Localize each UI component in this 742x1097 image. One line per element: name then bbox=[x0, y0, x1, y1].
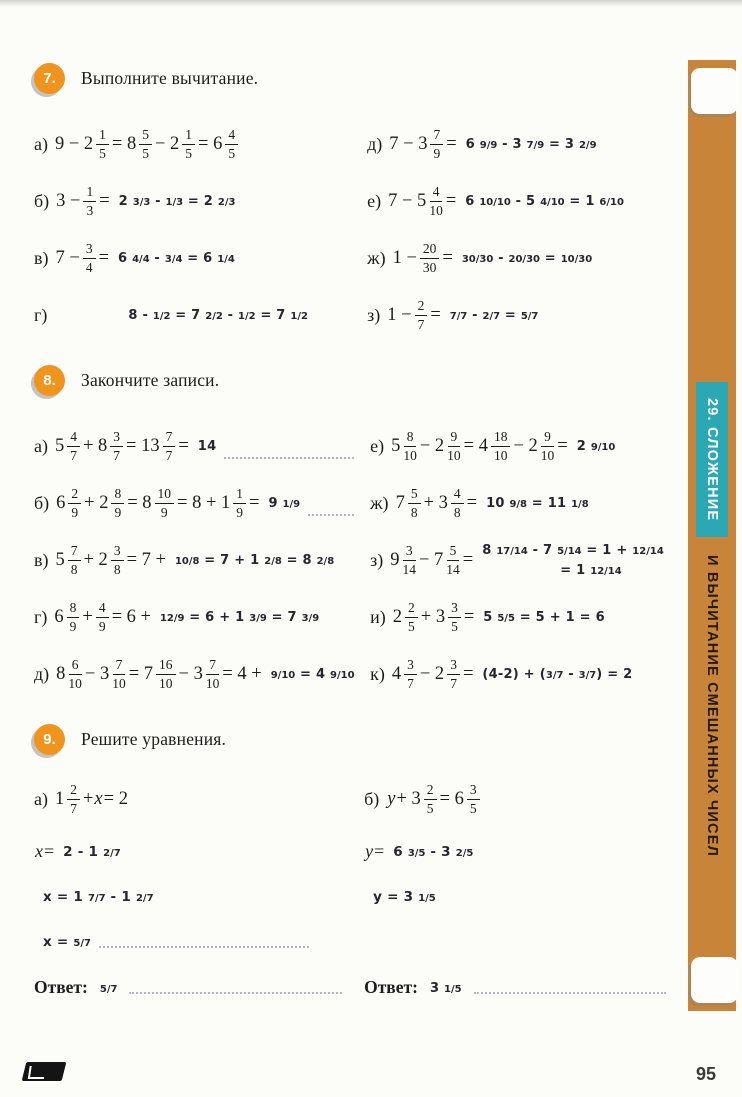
fraction: $\frac{5}{5}$ bbox=[139, 127, 152, 161]
solution-line bbox=[364, 829, 672, 874]
page-number: 95 bbox=[695, 1064, 716, 1084]
inline-fraction: 10/10 bbox=[479, 197, 511, 208]
inline-fraction: 7/7 bbox=[88, 892, 106, 904]
equation-block bbox=[34, 775, 348, 998]
inline-fraction: 17/14 bbox=[496, 546, 528, 557]
exercise-item bbox=[34, 116, 357, 173]
fraction: $\frac{1}{3}$ bbox=[83, 184, 96, 218]
inline-fraction: 7/7 bbox=[449, 311, 468, 322]
printed-expression: 4 $\frac{3}{7}$ − 2 $\frac{3}{7}$ = bbox=[391, 657, 474, 691]
item-label: б) bbox=[364, 788, 380, 809]
fraction: $\frac{3}{5}$ bbox=[448, 600, 461, 634]
fraction: $\frac{3}{7}$ bbox=[447, 657, 460, 691]
inline-fraction: 2/9 bbox=[578, 140, 597, 151]
printed-expression: 2 $\frac{2}{5}$ + 3 $\frac{3}{5}$ = bbox=[392, 600, 475, 634]
inline-fraction: 2/8 bbox=[316, 556, 335, 567]
printed-expression: 5 $\frac{8}{10}$ − 2 $\frac{9}{10}$ = 4 $\frac{18}{10}$ − 2 $\frac{9}{10}$ = bbox=[391, 429, 568, 463]
fraction: $\frac{4}{10}$ bbox=[429, 184, 443, 218]
item-label: и) bbox=[370, 607, 386, 627]
item-label: е) bbox=[370, 436, 385, 456]
exercise-item bbox=[34, 173, 357, 230]
inline-fraction: 12/9 bbox=[159, 613, 185, 624]
exercise-item bbox=[34, 287, 357, 344]
inline-fraction: 3/9 bbox=[249, 613, 267, 624]
exercise-item bbox=[367, 287, 672, 344]
exercise-column bbox=[370, 418, 672, 703]
fraction: $\frac{8}{9}$ bbox=[67, 600, 80, 634]
bookmark-tab-top-icon bbox=[691, 68, 738, 114]
exercise-column bbox=[34, 116, 357, 344]
handwritten-answer: 14 bbox=[197, 439, 217, 454]
inline-fraction: 1/9 bbox=[282, 499, 301, 510]
solution-work bbox=[364, 829, 672, 919]
workbook-page-content bbox=[34, 60, 672, 1016]
exercise-9 bbox=[34, 721, 672, 998]
inline-fraction: 30/30 bbox=[461, 254, 494, 265]
printed-expression: 7 − 3 $\frac{7}{9}$ = bbox=[389, 127, 457, 161]
exercise-item bbox=[367, 173, 672, 230]
inline-fraction: 7/9 bbox=[526, 140, 545, 151]
handwritten-line: = 1 12/14 bbox=[560, 562, 622, 578]
inline-fraction: 2/7 bbox=[482, 311, 501, 322]
exercise-item bbox=[370, 589, 672, 646]
inline-fraction: 3/7 bbox=[545, 670, 564, 681]
printed-expression: 5 $\frac{7}{8}$ + 2 $\frac{3}{8}$ = 7 + bbox=[55, 543, 166, 577]
handwritten-answer: (4-2) + (3/7 - 3/7) = 2 bbox=[482, 667, 633, 682]
inline-fraction: 2/7 bbox=[135, 892, 154, 904]
section-strip bbox=[688, 60, 736, 1011]
bookmark-tab-bottom-icon bbox=[691, 957, 738, 1003]
publisher-logo-icon bbox=[22, 1062, 67, 1081]
solution-work bbox=[34, 829, 348, 964]
inline-fraction: 1/5 bbox=[444, 984, 462, 995]
inline-fraction: 1/2 bbox=[152, 311, 171, 322]
item-label: е) bbox=[367, 191, 382, 211]
item-label: в) bbox=[34, 550, 49, 570]
fraction: $\frac{16}{10}$ bbox=[156, 657, 176, 691]
item-label: д) bbox=[34, 664, 50, 684]
handwritten-answer: 3 1/5 bbox=[429, 981, 462, 996]
printed-expression: 9 $\frac{3}{14}$ − 7 $\frac{5}{14}$ = bbox=[390, 543, 474, 577]
dotted-line bbox=[129, 991, 342, 994]
fraction: $\frac{1}{5}$ bbox=[96, 127, 109, 161]
inline-fraction: 3/4 bbox=[164, 254, 183, 265]
handwritten-answer: 12/9 = 6 + 1 3/9 = 7 3/9 bbox=[159, 610, 320, 625]
item-label: ж) bbox=[367, 248, 386, 268]
fraction: $\frac{2}{9}$ bbox=[68, 486, 81, 520]
printed-expression: 7 $\frac{5}{8}$ + 3 $\frac{4}{8}$ = bbox=[395, 486, 478, 520]
handwritten-answer: 5 5/5 = 5 + 1 = 6 bbox=[483, 610, 605, 625]
handwritten-answer: 9/10 = 4 9/10 bbox=[270, 667, 355, 682]
fraction: $\frac{9}{10}$ bbox=[447, 429, 461, 463]
exercise-item bbox=[34, 646, 360, 703]
inline-fraction: 5/14 bbox=[557, 546, 582, 557]
exercise-number-badge: 7. bbox=[34, 63, 65, 94]
exercise-column bbox=[367, 116, 672, 344]
exercise-7 bbox=[34, 60, 672, 344]
answer-row bbox=[34, 964, 348, 998]
fraction: $\frac{20}{30}$ bbox=[420, 241, 440, 275]
fraction: $\frac{8}{10}$ bbox=[403, 429, 417, 463]
inline-fraction: 5/7 bbox=[99, 984, 118, 995]
exercise-item bbox=[34, 589, 360, 646]
handwritten-answer: x = 5/7 bbox=[43, 933, 91, 950]
fraction: $\frac{2}{7}$ bbox=[415, 298, 428, 332]
exercise-title: Выполните вычитание. bbox=[81, 67, 259, 88]
exercise-title: Решите уравнения. bbox=[81, 728, 227, 749]
printed-expression: y + 3 $\frac{2}{5}$ = 6 $\frac{3}{5}$ bbox=[386, 782, 482, 816]
fraction: $\frac{18}{10}$ bbox=[491, 429, 511, 463]
inline-fraction: 5/7 bbox=[520, 311, 539, 322]
inline-fraction: 2/7 bbox=[103, 847, 121, 859]
inline-fraction: 10/8 bbox=[174, 556, 200, 567]
exercise-item bbox=[34, 532, 360, 589]
handwritten-line: 8 17/14 - 7 5/14 = 1 + 12/14 bbox=[482, 543, 664, 558]
inline-fraction: 2/8 bbox=[264, 556, 282, 567]
inline-fraction: 5/5 bbox=[497, 613, 515, 624]
fraction: $\frac{3}{4}$ bbox=[83, 241, 96, 275]
equation bbox=[364, 775, 672, 823]
printed-expression: 1 $\frac{2}{7}$ + x = 2 bbox=[54, 781, 128, 816]
inline-fraction: 4/10 bbox=[540, 197, 565, 208]
inline-fraction: 9/10 bbox=[330, 670, 355, 681]
fraction: $\frac{3}{14}$ bbox=[402, 543, 416, 577]
inline-fraction: 1/5 bbox=[418, 892, 436, 904]
answer-row bbox=[364, 964, 672, 998]
exercise-8-header bbox=[34, 362, 672, 398]
item-label: а) bbox=[34, 436, 48, 456]
handwritten-answer: 10/8 = 7 + 1 2/8 = 8 2/8 bbox=[174, 553, 335, 568]
exercise-9-header bbox=[34, 721, 672, 757]
item-label: д) bbox=[367, 134, 383, 154]
printed-expression: 1 − $\frac{20}{30}$ = bbox=[392, 241, 453, 275]
handwritten-answer: 2 9/10 bbox=[576, 439, 616, 454]
item-label: в) bbox=[34, 248, 49, 268]
handwritten-answer: 2 3/3 - 1/3 = 2 2/3 bbox=[118, 194, 236, 209]
exercise-item bbox=[370, 418, 672, 475]
handwritten-answer bbox=[100, 981, 118, 996]
fraction: $\frac{7}{9}$ bbox=[430, 127, 443, 161]
exercise-item bbox=[34, 418, 360, 475]
fraction: $\frac{3}{7}$ bbox=[404, 657, 417, 691]
inline-fraction: 20/30 bbox=[508, 254, 540, 265]
inline-fraction: 9/8 bbox=[509, 499, 528, 510]
printed-expression: 7 − $\frac{3}{4}$ = bbox=[55, 241, 109, 275]
item-label: з) bbox=[367, 305, 381, 325]
item-label: г) bbox=[34, 607, 48, 627]
exercise-8-items bbox=[34, 418, 672, 703]
exercise-title: Закончите записи. bbox=[81, 369, 220, 390]
printed-expression: 6 $\frac{8}{9}$ + $\frac{4}{9}$ = 6 + bbox=[54, 600, 151, 634]
inline-fraction: 6/10 bbox=[599, 197, 624, 208]
answer-label: Ответ: bbox=[34, 977, 88, 997]
exercise-item bbox=[370, 475, 672, 532]
inline-fraction: 12/14 bbox=[590, 565, 622, 577]
inline-fraction: 12/14 bbox=[632, 546, 664, 557]
fraction: $\frac{10}{9}$ bbox=[155, 486, 175, 520]
handwritten-answer: 30/30 - 20/30 = 10/30 bbox=[461, 251, 593, 266]
inline-fraction: 2/3 bbox=[217, 197, 236, 208]
inline-fraction: 3/7 bbox=[578, 670, 597, 681]
exercise-7-items bbox=[34, 116, 672, 344]
fraction: $\frac{3}{7}$ bbox=[110, 429, 123, 463]
fraction: $\frac{5}{8}$ bbox=[408, 486, 421, 520]
dotted-line bbox=[99, 945, 309, 948]
solution-line bbox=[34, 829, 348, 874]
item-label: г) bbox=[34, 305, 48, 325]
fraction: $\frac{2}{7}$ bbox=[67, 782, 80, 816]
handwritten-answer: 2 - 1 2/7 bbox=[63, 843, 121, 860]
exercise-column bbox=[34, 418, 360, 703]
exercise-item bbox=[367, 116, 672, 173]
exercise-9-equations bbox=[34, 775, 672, 998]
handwritten-answer bbox=[482, 541, 664, 580]
exercise-item bbox=[34, 475, 360, 532]
inline-fraction: 1/3 bbox=[165, 197, 184, 208]
handwritten-answer: 10 9/8 = 11 1/8 bbox=[486, 496, 589, 511]
inline-fraction: 9/9 bbox=[479, 140, 498, 151]
inline-fraction: 9/10 bbox=[590, 442, 616, 453]
exercise-item bbox=[367, 230, 672, 287]
equation bbox=[34, 775, 348, 823]
printed-expression: y = bbox=[365, 841, 385, 861]
fraction: $\frac{4}{5}$ bbox=[225, 127, 238, 161]
printed-expression: 6 $\frac{2}{9}$ + 2 $\frac{8}{9}$ = 8 $\frac{10}{9}$ = 8 + 1 $\frac{1}{9}$ = bbox=[56, 486, 260, 520]
dotted-line bbox=[308, 513, 354, 516]
handwritten-answer: 6 3/5 - 3 2/5 bbox=[393, 843, 474, 860]
item-label: з) bbox=[370, 550, 384, 570]
handwritten-answer: 6 10/10 - 5 4/10 = 1 6/10 bbox=[465, 194, 624, 209]
inline-fraction: 5/7 bbox=[73, 937, 91, 949]
inline-fraction: 1/2 bbox=[238, 311, 256, 322]
printed-expression: 5 $\frac{4}{7}$ + 8 $\frac{3}{7}$ = 13 $\frac{7}{7}$ = bbox=[54, 429, 189, 463]
equation-block bbox=[364, 775, 672, 998]
fraction: $\frac{4}{9}$ bbox=[96, 600, 109, 634]
printed-expression: 1 − $\frac{2}{7}$ = bbox=[387, 298, 441, 332]
printed-expression: 9 − 2 $\frac{1}{5}$ = 8 $\frac{5}{5}$ − 2 $\frac{1}{5}$ = 6 $\frac{4}{5}$ bbox=[55, 127, 241, 161]
exercise-7-header bbox=[34, 60, 672, 96]
item-label: б) bbox=[34, 191, 50, 211]
fraction: $\frac{9}{10}$ bbox=[540, 429, 555, 463]
inline-fraction: 2/5 bbox=[455, 847, 474, 859]
fraction: $\frac{7}{10}$ bbox=[112, 657, 126, 691]
section-number-label: 29. СЛОЖЕНИЕ bbox=[696, 382, 728, 537]
fraction: $\frac{7}{8}$ bbox=[68, 543, 81, 577]
exercise-number-badge: 8. bbox=[34, 365, 65, 396]
inline-fraction: 1/8 bbox=[571, 499, 589, 510]
inline-fraction: 3/5 bbox=[407, 847, 426, 859]
fraction: $\frac{4}{7}$ bbox=[67, 429, 80, 463]
fraction: $\frac{3}{5}$ bbox=[467, 782, 480, 816]
exercise-item bbox=[370, 532, 672, 589]
fraction: $\frac{3}{8}$ bbox=[111, 543, 124, 577]
handwritten-answer: 6 9/9 - 3 7/9 = 3 2/9 bbox=[465, 137, 597, 152]
fraction: $\frac{8}{9}$ bbox=[111, 486, 124, 520]
handwritten-answer: x = 1 7/7 - 1 2/7 bbox=[43, 888, 154, 905]
exercise-item bbox=[370, 646, 672, 703]
inline-fraction: 9/10 bbox=[270, 670, 296, 681]
dotted-line bbox=[474, 991, 666, 994]
section-title-vertical bbox=[696, 382, 728, 857]
solution-line bbox=[34, 919, 348, 964]
fraction: $\frac{7}{7}$ bbox=[163, 429, 176, 463]
item-label: ж) bbox=[370, 493, 389, 513]
section-rest-label: И ВЫЧИТАНИЕ СМЕШАННЫХ ЧИСЕЛ bbox=[704, 554, 720, 857]
item-label: б) bbox=[34, 493, 50, 513]
fraction: $\frac{5}{14}$ bbox=[446, 543, 460, 577]
fraction: $\frac{7}{10}$ bbox=[205, 657, 220, 691]
item-label: а) bbox=[34, 134, 48, 154]
item-label: к) bbox=[370, 664, 385, 684]
fraction: $\frac{2}{5}$ bbox=[405, 600, 418, 634]
answer-label: Ответ: bbox=[364, 977, 418, 997]
exercise-number-badge: 9. bbox=[34, 724, 65, 755]
solution-line bbox=[34, 874, 348, 919]
inline-fraction: 1/2 bbox=[290, 311, 308, 322]
printed-expression: 3 − $\frac{1}{3}$ = bbox=[56, 184, 110, 218]
handwritten-answer: 6 4/4 - 3/4 = 6 1/4 bbox=[118, 251, 235, 266]
printed-expression: 8 $\frac{6}{10}$ − 3 $\frac{7}{10}$ = 7 $\frac{16}{10}$ − 3 $\frac{7}{10}$ = 4 + bbox=[56, 657, 262, 691]
handwritten-answer: 9 1/9 bbox=[268, 496, 301, 511]
exercise-8 bbox=[34, 362, 672, 703]
dotted-line bbox=[224, 456, 354, 459]
item-label: а) bbox=[34, 788, 48, 809]
inline-fraction: 4/4 bbox=[132, 254, 150, 265]
fraction: $\frac{6}{10}$ bbox=[68, 657, 82, 691]
handwritten-answer: y = 3 1/5 bbox=[373, 888, 436, 905]
inline-fraction: 2/2 bbox=[205, 311, 223, 322]
inline-fraction: 1/4 bbox=[217, 254, 235, 265]
fraction: $\frac{1}{5}$ bbox=[182, 127, 195, 161]
inline-fraction: 3/9 bbox=[301, 613, 320, 624]
printed-expression: 7 − 5 $\frac{4}{10}$ = bbox=[388, 184, 457, 218]
fraction: $\frac{1}{9}$ bbox=[233, 486, 246, 520]
printed-expression: x = bbox=[35, 841, 55, 861]
fraction: $\frac{2}{5}$ bbox=[424, 782, 437, 816]
inline-fraction: 10/30 bbox=[560, 254, 593, 265]
solution-line bbox=[364, 874, 672, 919]
handwritten-answer: 8 - 1/2 = 7 2/2 - 1/2 = 7 1/2 bbox=[128, 308, 308, 323]
exercise-item bbox=[34, 230, 357, 287]
handwritten-answer: 7/7 - 2/7 = 5/7 bbox=[449, 308, 539, 323]
inline-fraction: 3/3 bbox=[132, 197, 151, 208]
fraction: $\frac{4}{8}$ bbox=[451, 486, 464, 520]
